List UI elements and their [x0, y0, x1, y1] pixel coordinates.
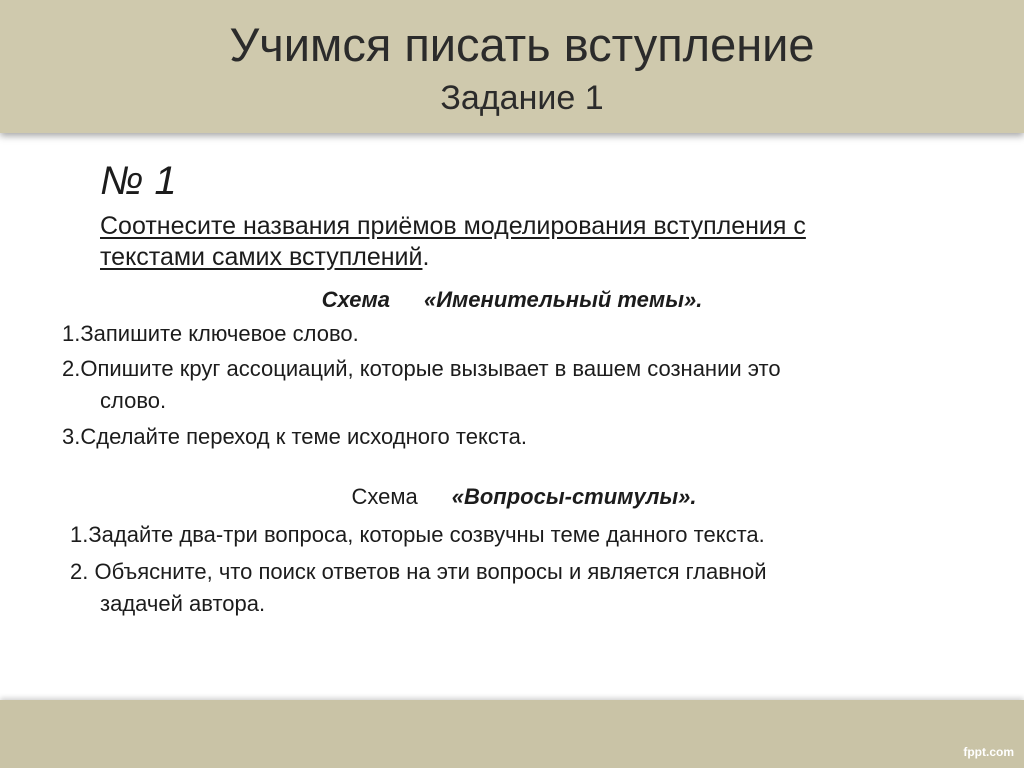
list-item: 1.Задайте два-три вопроса, которые созвучны теме данного текста.	[70, 522, 765, 547]
task-number: № 1	[100, 159, 177, 203]
slide-title: Учимся писать вступление	[229, 18, 815, 71]
instruction-end: .	[422, 243, 430, 271]
scheme-2-name: «Вопросы-стимулы».	[451, 484, 697, 509]
list-item-continuation: задачей автора.	[100, 591, 266, 616]
task-instruction	[100, 211, 915, 273]
scheme-1-label: Схема	[321, 287, 390, 312]
scheme-2-heading	[0, 484, 1024, 510]
footer-band	[0, 700, 1024, 768]
list-item-continuation: слово.	[100, 388, 167, 413]
scheme-2-label: Схема	[351, 484, 418, 509]
list-item: 2. Объясните, что поиск ответов на эти вопросы и является главной	[70, 559, 767, 584]
instruction-line-2: текстами самих вступлений	[100, 243, 423, 271]
watermark: fppt.com	[963, 745, 1014, 759]
list-item: 2.Опишите круг ассоциаций, которые вызывает в вашем сознании это	[62, 356, 781, 381]
slide-subtitle: Задание 1	[440, 79, 604, 117]
instruction-line-1: Соотнесите названия приёмов моделирования вступления с	[100, 212, 806, 240]
list-item: 1.Запишите ключевое слово.	[62, 321, 359, 346]
scheme-1-name: «Именительный темы».	[423, 287, 703, 312]
scheme-1-heading	[0, 287, 1024, 313]
list-item: 3.Сделайте переход к теме исходного текста.	[62, 424, 527, 449]
